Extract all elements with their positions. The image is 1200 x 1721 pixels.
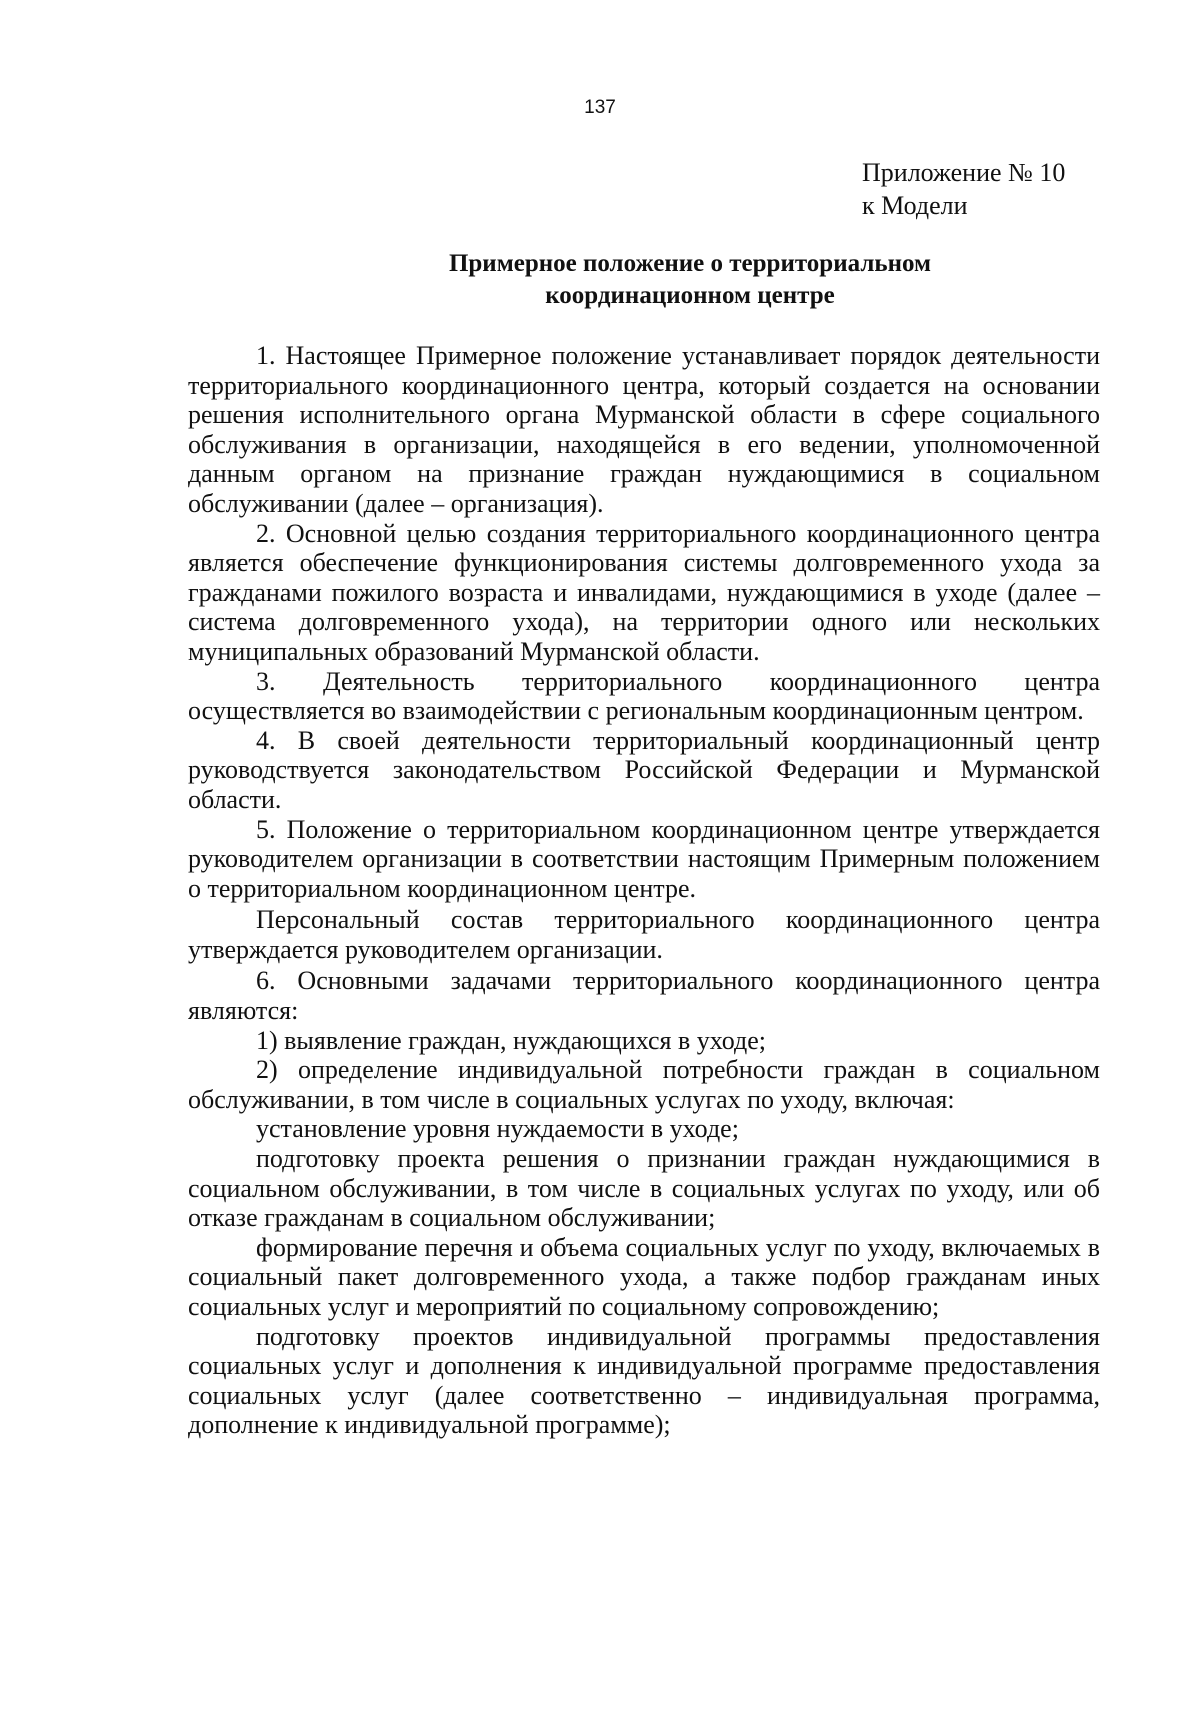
document-title (0, 248, 1200, 312)
paragraph: 4. В своей деятельности территориальный координационный центр руководствуется законодательством Российской Федерации и Мурманской области. (188, 725, 1100, 814)
document-body (188, 341, 1100, 1440)
list-item: 2) определение индивидуальной потребности граждан в социальном обслуживании, в том числе в социальных услугах по уходу, включая: (188, 1055, 1100, 1114)
paragraph: 1. Настоящее Примерное положение устанавливает порядок деятельности территориального координационного центра, который создается на основании решения исполнительного органа Мурманской области в сфере социального обслуживания в организации, находящейся в его ведении, уполномоченной данным органом на признание граждан нуждающимися в социальном обслуживании (далее – организация). (188, 341, 1100, 518)
appendix-number: Приложение № 10 (862, 158, 1066, 187)
page-number: 137 (584, 97, 616, 118)
appendix-reference (862, 156, 1065, 222)
sub-item: установление уровня нуждаемости в уходе; (256, 1114, 739, 1144)
paragraph: 3. Деятельность территориального координационного центра осуществляется во взаимодействии с региональным координационным центром. (188, 666, 1100, 726)
paragraph: 6. Основными задачами территориального координационного центра являются: (188, 966, 1100, 1026)
sub-item: формирование перечня и объема социальных услуг по уходу, включаемых в социальный пакет долговременного ухода, а также подбор гражданам иных социальных услуг и мероприятий по социальному сопровождению; (188, 1232, 1100, 1321)
paragraph: 2. Основной целью создания территориального координационного центра является обеспечение функционирования системы долговременного ухода за гражданами пожилого возраста и инвалидами, нуждающимися в уходе (далее – система долговременного ухода), на территории одного или нескольких муниципальных образований Мурманской области. (188, 518, 1100, 666)
sub-item: подготовку проекта решения о признании граждан нуждающимися в социальном обслуживании, в том числе в социальных услугах по уходу, или об отказе гражданам в социальном обслуживании; (188, 1144, 1100, 1233)
sub-item: подготовку проектов индивидуальной программы предоставления социальных услуг и дополнения к индивидуальной программе предоставления социальных услуг (далее соответственно – индивидуальная программа, дополнение к индивидуальной программе); (188, 1321, 1100, 1440)
appendix-target: к Модели (862, 191, 968, 220)
paragraph: 5. Положение о территориальном координационном центре утверждается руководителем организации в соответствии настоящим Примерным положением о территориальном координационном центре. (188, 814, 1100, 903)
paragraph: Персональный состав территориального координационного центра утверждается руководителем организации. (188, 905, 1100, 964)
list-item: 1) выявление граждан, нуждающихся в уходе; (256, 1025, 766, 1055)
document-title-line: координационном центре (545, 282, 835, 309)
document-title-line: Примерное положение о территориальном (448, 250, 932, 277)
